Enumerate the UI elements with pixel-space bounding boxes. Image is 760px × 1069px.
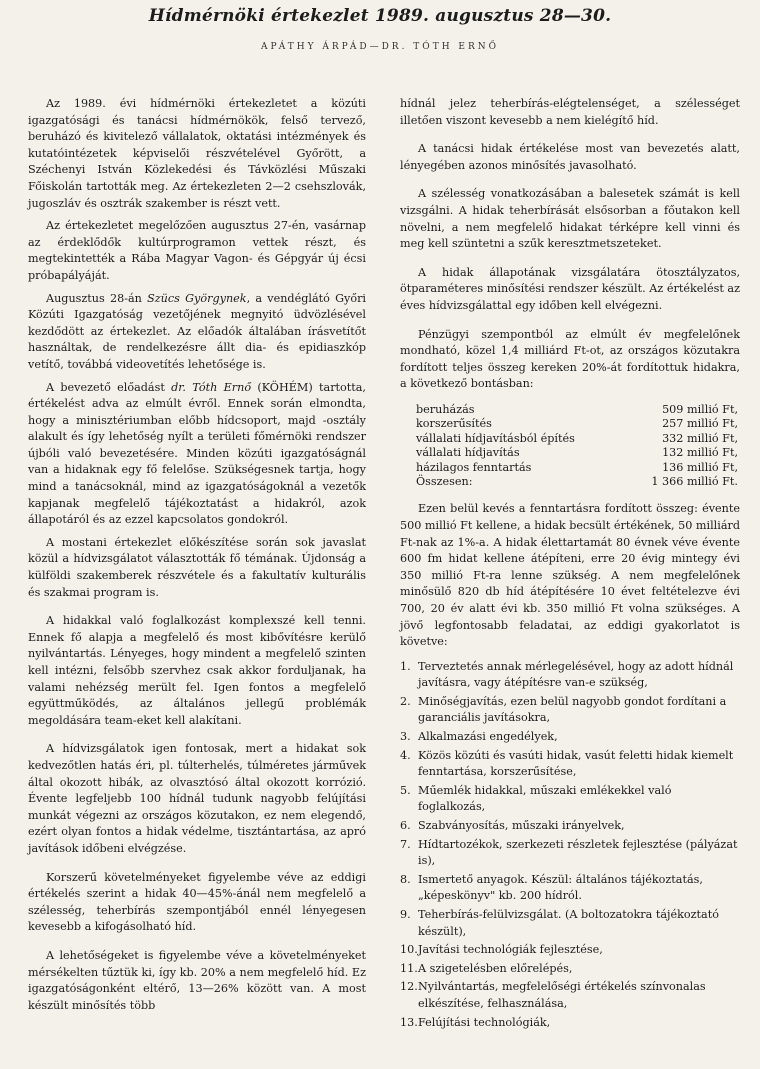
budget-amount: 132 millió Ft, <box>662 446 738 460</box>
paragraph: Az 1989. évi hídmérnöki értekezletet a közúti igazgatósági és tanácsi hídmérnökök, felső tervező, beruházó és kivitelező vállalatok, oktatási intézmények és kutatóintézetek képviselői részvételével Győrött, a Széchenyi István Közlekedési és Távközlési Műszaki Főiskolán tartották meg. Az értekezleten 2—2 csehszlovák, jugoszláv és osztrák szakember is részt vett. <box>28 97 366 210</box>
budget-row <box>416 446 738 460</box>
list-number: 8. <box>400 872 411 886</box>
budget-table <box>416 403 738 489</box>
list-number: 4. <box>400 748 411 762</box>
paragraph: Ezen belül kevés a fenntartásra fordított összeg: évente 500 millió Ft kellene, a hidak becsült értékének, 50 milliárd Ft-nak az 1%-a. A hidak élettartamát 80 évnek véve évente 600 fm hidat kellene átépíteni, erre 20 évig mintegy évi 350 millió Ft-ra lenne szükség. A nem megfelelőnek minősülő 820 db híd átépítésére 10 évet feltételezve évi 700, 20 év alatt évi kb. 350 millió Ft volna szükséges. A jövő legfontosabb feladatai, az eddigi gyakorlatot is követve: <box>400 502 740 649</box>
paragraph: A hidakkal való foglalkozást komplexszé kell tenni. Ennek fő alapja a megfelelő és most kibővítésre kerülő nyilvántartás. Lényeges, hogy mindent a megfelelő szinten kell intézni, felsőbb szervhez csak akkor forduljanak, ha valami nehézség merült fel. Igen fontos a megfelelő együttműködés, az általános jellegű problémák megoldására team-eket kell alakítani. <box>28 614 366 727</box>
list-item <box>400 694 740 727</box>
paragraph: Az értekezletet megelőzően augusztus 27-én, vasárnap az érdeklődők kultúrprogramon vettek részt, és megtekintették a Rába Magyar Vagon- és Gépgyár új écsi próbapályáját. <box>28 219 366 282</box>
list-item <box>400 783 740 816</box>
list-number: 7. <box>400 837 411 851</box>
budget-label: vállalati hídjavításból építés <box>416 431 575 445</box>
budget-amount: 1 366 millió Ft. <box>651 474 738 488</box>
paragraph-text: A bevezető előadást <box>46 380 172 394</box>
paragraph: Pénzügyi szempontból az elmúlt év megfelelőnek mondható, közel 1,4 milliárd Ft-ot, az országos közutakra fordított teljes összeg kereken 20%-át fordítottuk hidakra, a következő bontásban: <box>400 327 740 391</box>
budget-amount: 136 millió Ft, <box>662 460 738 474</box>
list-text: Alkalmazási engedélyek, <box>418 730 558 744</box>
list-number: 5. <box>400 783 411 797</box>
article-title: Hídmérnöki értekezlet 1989. augusztus 28—30. <box>148 6 612 26</box>
budget-row <box>416 417 738 431</box>
paragraph: A szélesség vonatkozásában a balesetek számát is kell vizsgálni. A hidak teherbírását elsősorban a főutakon kell növelni, a nem megfelelő hidakat térképre kell vinni és meg kell szüntetni a szűk keresztmetszeteket. <box>400 187 740 251</box>
paragraph-text: Augusztus 28-án <box>46 291 148 305</box>
list-text: Felújítási technológiák, <box>418 1015 551 1029</box>
list-number: 2. <box>400 694 411 708</box>
list-text: Közös közúti és vasúti hidak, vasút feletti hidak kiemelt fenntartása, korszerűsítése, <box>418 748 734 779</box>
list-text: Műemlék hidakkal, műszaki emlékekkel való foglalkozás, <box>418 783 672 814</box>
list-text: Ismertető anyagok. Készül: általános tájékoztatás, „képeskönyv" kb. 200 hídról. <box>418 872 703 903</box>
list-text: Szabványosítás, műszaki irányelvek, <box>418 819 625 833</box>
budget-total-row <box>416 475 738 489</box>
list-item <box>400 907 740 940</box>
paragraph-text: , a vendéglátó Győri Közúti Igazgatóság vezetőjének megnyitó üdvözlésével kezdődött az értekezlet. Az előadók általában írásvetítőt használtak, de rendelkezésre állt dia- és epidiaszkóp vetítő, továbbá videovetítés lehetősége is. <box>28 291 366 371</box>
paragraph: hídnál jelez teherbírás-elégtelenséget, a szélességet illetően viszont kevesebb a nem kielégítő híd. <box>400 97 740 127</box>
list-item <box>400 1015 740 1032</box>
list-number: 13. <box>400 1015 418 1029</box>
budget-label: korszerűsítés <box>416 417 492 431</box>
budget-amount: 509 millió Ft, <box>662 402 738 416</box>
article-authors: APÁTHY ÁRPÁD—DR. TÓTH ERNŐ <box>260 42 500 52</box>
budget-label: Összesen: <box>416 474 473 488</box>
paragraph: A tanácsi hidak értékelése most van bevezetés alatt, lényegében azonos minősítés javasolható. <box>400 142 740 172</box>
person-name: Szücs Györgynek <box>147 291 247 305</box>
list-number: 1. <box>400 659 411 673</box>
budget-label: házilagos fenntartás <box>416 460 532 474</box>
list-number: 3. <box>400 730 411 744</box>
paragraph: A hídvizsgálatok igen fontosak, mert a hidakat sok kedvezőtlen hatás éri, pl. túlterhelés, túlméretes járművek által okozott hibák, az olvasztósó által okozott korrózió. Évente legfeljebb 100 hídnál tudunk nagyobb felújítási munkát végezni az országos közutakon, ez nem elegendő, ezért olyan fontos a hidak védelme, tisztántartása, az apró javítások időbeni elvégzése. <box>28 742 366 855</box>
paragraph-text: (KÖHÉM) tartotta, értékelést adva az elmúlt évről. Ennek során elmondta, hogy a minisztériumban előbb hídcsoport, majd -osztály alakult és így lehetőség nyílt a területi főmérnöki rendszer újbóli való bevezetésére. Minden közúti igazgatóságnál van a hidaknak egy fő felelőse. Szükségesnek tartja, hogy mind a tanácsoknál, mind az igazgatóságoknál a vezetők kapjanak megfelelő tájékoztatást a hidakról, azok állapotáról és az ezzel kapcsolatos gondokról. <box>28 380 366 527</box>
paragraph <box>28 380 366 529</box>
list-item <box>400 961 740 978</box>
list-text: Nyilvántartás, megfelelőségi értékelés színvonalas elkészítése, felhasználása, <box>418 980 706 1010</box>
right-column <box>400 96 740 1033</box>
budget-amount: 257 millió Ft, <box>662 417 738 431</box>
budget-label: beruházás <box>416 402 475 416</box>
list-item <box>400 837 740 870</box>
list-text: Terveztetés annak mérlegelésével, hogy az adott hídnál javításra, vagy átépítésre van-e szükség, <box>418 659 734 690</box>
list-item <box>400 748 740 781</box>
list-text: Teherbírás-felülvizsgálat. (A boltozatokra tájékoztató készült), <box>418 908 719 938</box>
list-number: 11. <box>400 961 418 975</box>
paragraph: A mostani értekezlet előkészítése során sok javaslat közül a hídvizsgálatot választották fő témának. Újdonság a külföldi szakemberek részvétele és a fakultatív kulturális és szakmai program is. <box>28 535 366 599</box>
budget-row <box>416 461 738 475</box>
left-column <box>28 96 366 1020</box>
list-item <box>400 818 740 835</box>
budget-amount: 332 millió Ft, <box>662 431 738 445</box>
list-item <box>400 659 740 692</box>
list-text: A szigetelésben előrelépés, <box>418 961 573 975</box>
paragraph: A lehetőségeket is figyelembe véve a követelményeket mérsékelten tűztük ki, így kb. 20% a nem megfelelő híd. Ez igazgatóságonként eltérő, 13—26% között van. A most készült minősítés több <box>28 948 366 1012</box>
list-item <box>400 979 740 1012</box>
budget-row <box>416 403 738 417</box>
list-number: 6. <box>400 819 411 833</box>
list-item <box>400 872 740 905</box>
list-text: Minőségjavítás, ezen belül nagyobb gondot fordítani a garanciális javításokra, <box>418 694 727 725</box>
list-text: Hídtartozékok, szerkezeti részletek fejlesztése (pályázat is), <box>418 837 738 868</box>
list-text: Javítási technológiák fejlesztése, <box>418 943 603 957</box>
paragraph <box>28 291 366 374</box>
list-number: 9. <box>400 908 411 921</box>
person-name: dr. Tóth Ernő <box>171 380 252 394</box>
task-list <box>400 659 740 1031</box>
budget-row <box>416 432 738 446</box>
list-number: 10. <box>400 943 418 957</box>
budget-label: vállalati hídjavítás <box>416 446 520 460</box>
list-number: 12. <box>400 980 418 994</box>
paragraph: Korszerű követelményeket figyelembe véve az eddigi értékelés szerint a hidak 40—45%-ánál nem megfelelő a szélesség, teherbírás szempontjából ennél lényegesen kevesebb a kifogásolható híd. <box>28 870 366 934</box>
list-item <box>400 729 740 746</box>
list-item <box>400 942 740 959</box>
paragraph: A hidak állapotának vizsgálatára ötosztályzatos, ötparaméteres minősítési rendszer készült. Az értékelést az éves hídvizsgálattal egy időben kell elvégezni. <box>400 265 740 312</box>
